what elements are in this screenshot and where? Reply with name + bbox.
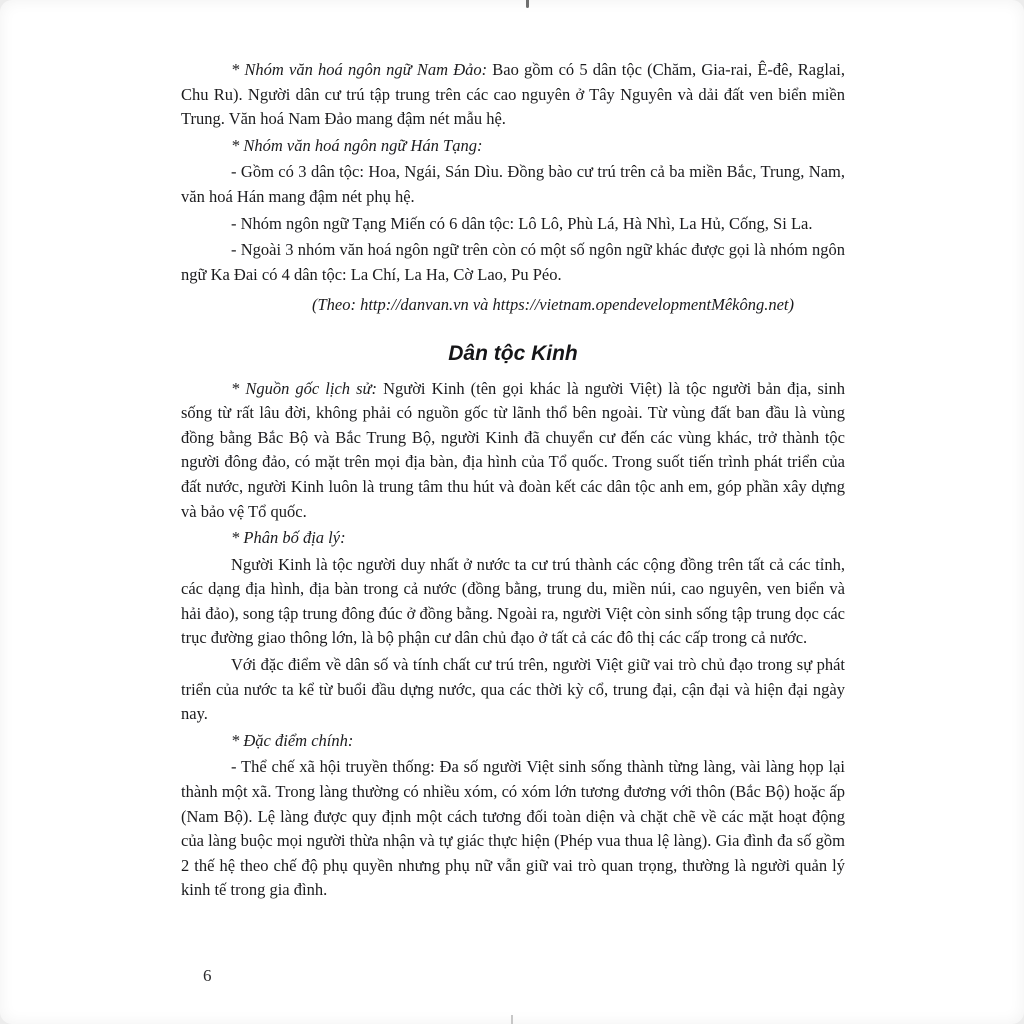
scan-artifact-top bbox=[526, 0, 529, 8]
paragraph-text: Người Kinh là tộc người duy nhất ở nước ta cư trú thành các cộng đồng trên tất cả các tỉnh, các dạng địa hình, địa bàn trong cả nước (đồng bằng, trung du, miền núi, cao nguyên, ven biển và hải đảo), song tập trung đông đúc ở đồng bằng. Ngoài ra, người Việt còn sinh sống tập trung dọc các trục đường giao thông lớn, là bộ phận cư dân chủ đạo ở tất cả các đô thị các cấp trong cả nước. bbox=[181, 554, 845, 648]
paragraph-ka-dai bbox=[181, 238, 845, 287]
paragraph-text: Với đặc điểm về dân số và tính chất cư trú trên, người Việt giữ vai trò chủ đạo trong sự phát triển của nước ta kể từ buổi đầu dựng nước, qua các thời kỳ cổ, trung đại, cận đại và hiện đại ngày nay. bbox=[181, 655, 845, 724]
paragraph-the-che-xa-hoi bbox=[181, 755, 845, 903]
section-heading-dan-toc-kinh: Dân tộc Kinh bbox=[448, 341, 578, 365]
paragraph-vai-tro bbox=[181, 653, 845, 727]
paragraph-text: - Ngoài 3 nhóm văn hoá ngôn ngữ trên còn có một số ngôn ngữ khác được gọi là nhóm ngôn ngữ Ka Đai có 4 dân tộc: La Chí, La Ha, Cờ Lao, Pu Péo. bbox=[181, 240, 845, 284]
paragraph-lead: * Đặc điểm chính: bbox=[231, 730, 354, 750]
source-citation: (Theo: http://danvan.vn và https://vietnam.opendevelopmentMêkông.net) bbox=[311, 295, 795, 315]
page-text-block bbox=[181, 58, 845, 903]
paragraph-lead: * Phân bố địa lý: bbox=[231, 528, 346, 548]
paragraph-cu-tru bbox=[181, 553, 845, 651]
paragraph-text: - Thể chế xã hội truyền thống: Đa số người Việt sinh sống thành từng làng, vài làng họp lại thành một xã. Trong làng thường có nhiều xóm, có xóm lớn tương đương với thôn (Bắc Bộ) hoặc ấp (Nam Bộ). Lệ làng được quy định một cách tương đối toàn diện và chặt chẽ về các mặt hoạt động của làng buộc mọi người thừa nhận và tự giác thực hiện (Phép vua thua lệ làng). Gia đình đa số gồm 2 thế hệ theo chế độ phụ quyền nhưng phụ nữ vẫn giữ vai trò quan trọng, thường là người quản lý kinh tế trong gia đình. bbox=[181, 757, 845, 900]
paragraph-lead: * Nhóm văn hoá ngôn ngữ Hán Tạng: bbox=[231, 135, 483, 155]
paragraph-text: - Nhóm ngôn ngữ Tạng Miến có 6 dân tộc: Lô Lô, Phù Lá, Hà Nhì, La Hủ, Cống, Si La. bbox=[231, 213, 813, 233]
page-number: 6 bbox=[203, 966, 212, 985]
paragraph-nam-dao bbox=[181, 58, 845, 132]
scan-artifact-bottom bbox=[511, 1015, 513, 1024]
paragraph-dac-diem-chinh bbox=[181, 729, 845, 754]
paragraph-text: Bao gồm có 5 dân tộc (Chăm, Gia-rai, Ê-đê, Raglai, Chu Ru). Người dân cư trú tập trung trên các cao nguyên ở Tây Nguyên và dải đất ven biển miền Trung. Văn hoá Nam Đảo mang đậm nét mẫu hệ. bbox=[181, 60, 845, 129]
paragraph-nguon-goc bbox=[181, 377, 845, 525]
paragraph-tang-mien bbox=[181, 212, 845, 237]
paragraph-text: Người Kinh (tên gọi khác là người Việt) là tộc người bản địa, sinh sống từ rất lâu đời, không phải có nguồn gốc từ lãnh thổ bên ngoài. Từ vùng đất ban đầu là vùng đồng bằng Bắc Bộ và Bắc Trung Bộ, người Kinh đã chuyển cư đến các vùng khác, trở thành tộc người đông đảo, có mặt trên mọi địa bàn, địa hình của Tổ quốc. Trong suốt tiến trình phát triển của đất nước, người Kinh luôn là trung tâm thu hút và đoàn kết các dân tộc anh em, góp phần xây dựng và bảo vệ Tổ quốc. bbox=[181, 378, 845, 521]
paragraph-lead: * Nguồn gốc lịch sử: bbox=[231, 378, 378, 398]
paragraph-hoa-ngai-san-diu bbox=[181, 160, 845, 209]
paragraph-han-tang bbox=[181, 134, 845, 159]
paragraph-phan-bo-dia-ly bbox=[181, 526, 845, 551]
paragraph-lead: * Nhóm văn hoá ngôn ngữ Nam Đảo: bbox=[231, 60, 488, 79]
paragraph-text: - Gồm có 3 dân tộc: Hoa, Ngái, Sán Dìu. Đồng bào cư trú trên cả ba miền Bắc, Trung, Nam, văn hoá Hán mang đậm nét phụ hệ. bbox=[181, 162, 845, 206]
